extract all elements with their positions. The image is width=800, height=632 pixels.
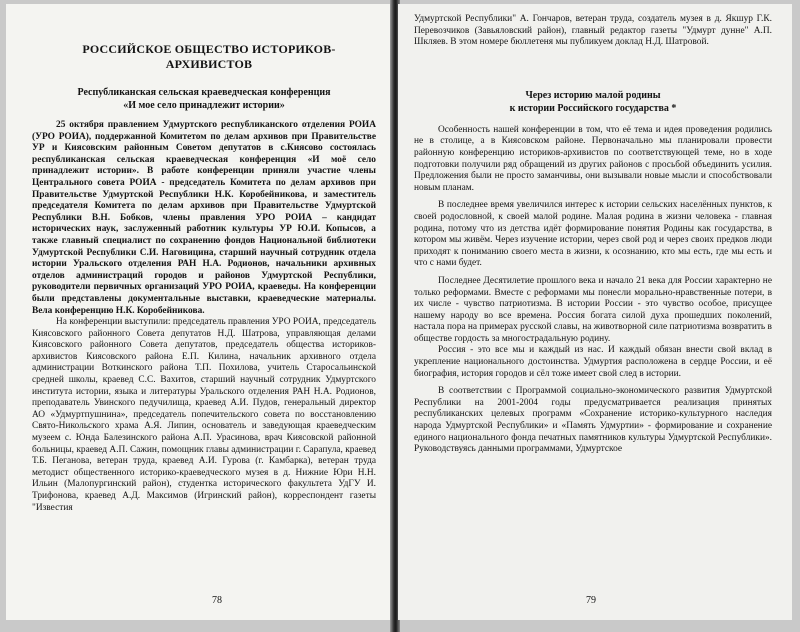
article-paragraph: Особенность нашей конференции в том, что её тема и идея проведения родились не в столице, а в Киясовском районе. Первоначально мы планировали провести районную конференцию историков-архивистов по соответствующей теме, но в ходе подготовки получили ряд обращений из других районов с просьбой объединить усилия. Предложения были не просто заманчивы, они вызывали новые мысли и способствовали новым планам.	[414, 124, 772, 193]
conference-title-line-1: Республиканская сельская краеведческая конференция	[77, 87, 331, 98]
right-page-content	[414, 14, 772, 620]
page-number-right: 79	[586, 595, 596, 606]
conference-title-line-2: «И мое село принадлежит истории»	[123, 100, 285, 111]
article-title-line-2: к истории Российского государства *	[509, 102, 677, 114]
page-number-left: 78	[212, 595, 222, 606]
article-paragraph: Россия - это все мы и каждый из нас. И каждый обязан внести свой вклад в укрепление национального достоинства. Удмуртия расположена в сердце России, и её биография, история городов и сёл тоже имеет свой след в истории.	[414, 345, 772, 379]
conference-title	[32, 86, 376, 112]
right-page	[398, 4, 792, 620]
left-page-content	[32, 32, 376, 620]
article-title	[414, 89, 772, 115]
article-paragraph: Последнее Десятилетие прошлого века и начало 21 века для России характерно не только реформами. Вместе с реформами мы понесли морально-нравственные потери, в их числе - чувство патриотизма. В истории России - это чувство особое, присущее нашему народу во все времена. Россия богата силой духа прошедших поколений, настала пора на примерах русской славы, на животворной силе патриотизма возвратить в обществе гордость за многострадальную родину.	[414, 275, 772, 344]
article-paragraph: В соответствии с Программой социально-экономического развития Удмуртской Республики на 2001-2004 годы предусматривается реализация принятых республиканских целевых программ «Сохранение историко-культурного наследия народа Удмуртской Республики» и «Память Удмуртии» - формирование и сохранение единого национального фонда печатных памятников культуры Удмуртской Республики». Руководствуясь данными программами, Удмуртское	[414, 386, 772, 455]
article-paragraph: В последнее время увеличился интерес к истории сельских населённых пунктов, к своей родословной, к своей малой родине. Малая родина в жизни человека - главная родина, потому что из детства идёт формирование понятия Родины как государства, в котором мы живём. Через изучение истории, через свой род и через своих предков люди приходят к пониманию своего места в жизни, к осознанию, кто мы есть, где мы есть и что с нами будет.	[414, 200, 772, 269]
paragraph-continuation: Удмуртской Республики" А. Гончаров, ветеран труда, создатель музея в д. Якшур Г.К. Перевозчиков (Завьяловский район), главный редактор газеты "Удмурт дунне" А.П. Шкляев. В этом номере бюллетеня мы публикуем доклад Н.Д. Шатровой.	[414, 14, 772, 48]
page-heading: РОССИЙСКОЕ ОБЩЕСТВО ИСТОРИКОВ-АРХИВИСТОВ	[82, 42, 336, 71]
paragraph-intro: 25 октября правлением Удмуртского республиканского отделения РОИА (УРО РОИА), поддержанной Комитетом по делам архивов при Правительстве УР и Киясовским районным Советом депутатов в с.Киясово состоялась республиканская сельская краеведческая конференция «И моё село принадлежит истории». В работе конференции приняли участие члены Центрального совета РОИА - председатель Комитета по делам архивов при Правительстве Удмуртской Республики Н.К. Коробейникова, и заместитель председателя Комитета по делам архивов при Правительстве Удмуртской Республики В.Н. Бобков, члены правления УРО РОИА – кандидат исторических наук, заслуженный работник культуры УР Ю.И. Копысов, а также главный специалист по сохранению фондов Национальной библиотеки Удмуртской Республики С.И. Наговицина, старший научный сотрудник отдела истории Уральского отделения РАН Н.А. Родионов, начальники архивных отделов администраций городов и районов Удмуртской Республики, руководители первичных организаций УРО РОИА, краеведы. На конференции были представлены документальные выставки, краеведческие материалы. Вела конференцию Н.К. Коробейникова.	[32, 120, 376, 316]
article-title-line-1: Через историю малой родины	[525, 89, 661, 101]
paragraph-speakers: На конференции выступили: председатель правления УРО РОИА, председатель Киясовского районного Совета депутатов Н.Д. Шатрова, управляющая делами Киясовского районного Совета депутатов, председатель общества историков-архивистов Киясовского района Е.П. Килина, начальник архивного отдела администрации Воткинского района Т.П. Похилова, учитель Старосальинской средней школы, краевед С.С. Вахитов, старший научный сотрудник Удмуртского института истории, языка и литературы Уральского отделения РАН Н.А. Родионов, преподаватель Увинского педучилища, краевед А.И. Пудов, генеральный директор АО «Удмуртпушнина», председатель попечительского совета по восстановлению Свято-Никольского храма А.Я. Липин, основатель и заведующая краеведческим музеем с. Юнда Балезинского района А.П. Урасинова, врач Киясовской районной больницы, краевед А.П. Сажин, помощник главы администрации г. Сарапула, краевед Т.Б. Пеганова, ветеран труда, краевед А.И. Гурова (г. Камбарка), ветеран труда методист общественного историко-краеведческого музея в д. Нижние Юри Н.Н. Ильин (Малопургинский район), студентка исторического факультета УдГУ И. Трифонова, краевед А.Д. Максимов (Игринский район), корреспондент газеты "Известия	[32, 317, 376, 513]
left-page	[6, 4, 392, 620]
